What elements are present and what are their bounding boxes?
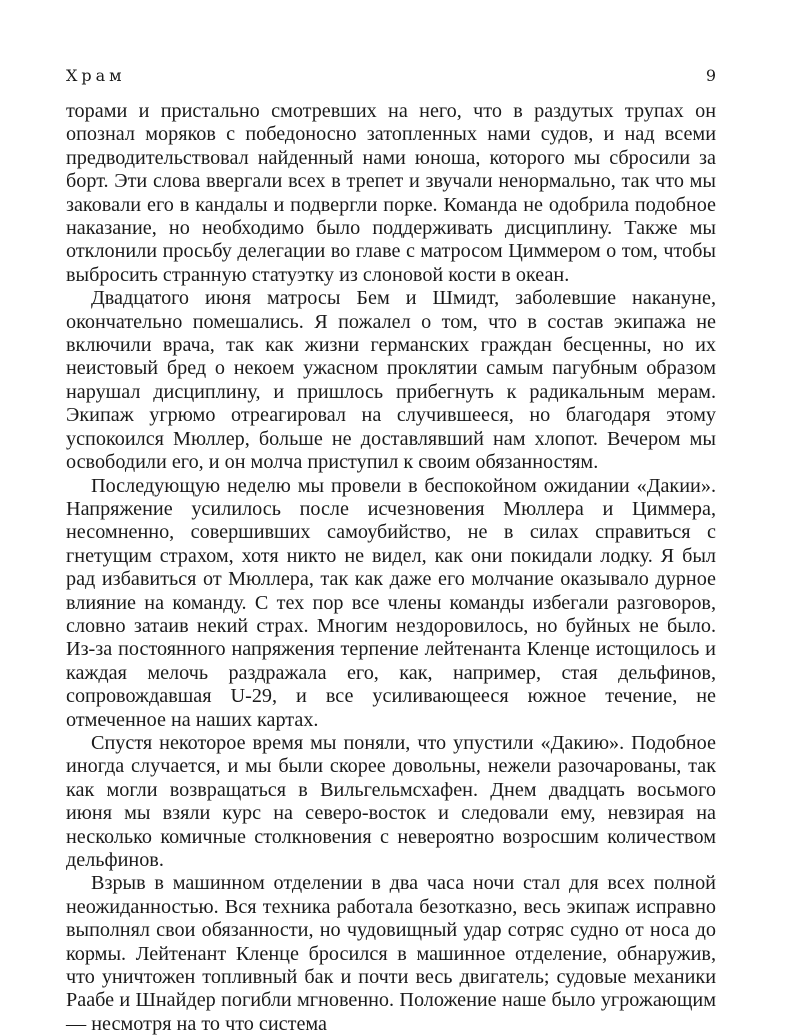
paragraph-4: Спустя некоторое время мы поняли, что упустили «Дакию». Подобное иногда случается, и мы были скорее довольны, нежели разочарованы, так как могли возвращаться в Вильгельмсхафен. Днем двадцать восьмого июня мы взяли курс на северо-восток и следовали ему, невзирая на несколько комичные столкновения с невероятно возросшим количеством дельфинов. [66,731,716,871]
page-number: 9 [705,66,716,85]
paragraph-3: Последующую неделю мы провели в беспокойном ожидании «Дакии». Напряжение усилилось после исчезновения Мюллера и Циммера, несомненно, совершивших самоубийство, не в силах справиться с гнетущим страхом, хотя никто не видел, как они покидали лодку. Я был рад избавиться от Мюллера, так как даже его молчание оказывало дурное влияние на команду. С тех пор все члены команды избегали разговоров, словно затаив некий страх. Многим нездоровилось, но буйных не было. Из-за постоянного напряжения терпение лейтенанта Кленце истощилось и каждая мелочь раздражала его, как, например, стая дельфинов, сопровождавшая U-29, и все усиливающееся южное течение, не отмеченное на наших картах. [66,474,716,731]
book-page [66,66,716,1036]
running-header [66,66,716,86]
body-text [66,100,716,1036]
paragraph-1: торами и пристально смотревших на него, что в раздутых трупах он опознал моряков с победоносно затопленных нами судов, и над всеми предводительствовал найденный нами юноша, которого мы сбросили за борт. Эти слова ввергали всех в трепет и звучали ненормально, так что мы заковали его в кандалы и подвергли порке. Команда не одобрила подобное наказание, но необходимо было поддерживать дисциплину. Также мы отклонили просьбу делегации во главе с матросом Циммером о том, чтобы выбросить странную статуэтку из слоновой кости в океан. [66,100,716,286]
paragraph-5: Взрыв в машинном отделении в два часа ночи стал для всех полной неожиданностью. Вся техника работала безотказно, весь экипаж исправно выполнял свои обязанности, но чудовищный удар сотряс судно от носа до кормы. Лейтенант Кленце бросился в машинное отделение, обнаружив, что уничтожен топливный бак и почти весь двигатель; судовые механики Раабе и Шнайдер погибли мгновенно. Положение наше было угрожающим — несмотря на то что система [66,872,716,1035]
paragraph-2: Двадцатого июня матросы Бем и Шмидт, заболевшие накануне, окончательно помешались. Я пожалел о том, что в состав экипажа не включили врача, так как жизни германских граждан бесценны, но их неистовый бред о некоем ужасном проклятии самым пагубным образом нарушал дисциплину, и пришлось прибегнуть к радикальным мерам. Экипаж угрюмо отреагировал на случившееся, но благодаря этому успокоился Мюллер, больше не доставлявший нам хлопот. Вечером мы освободили его, и он молча приступил к своим обязанностям. [66,287,716,474]
header-title: Храм [66,66,126,85]
